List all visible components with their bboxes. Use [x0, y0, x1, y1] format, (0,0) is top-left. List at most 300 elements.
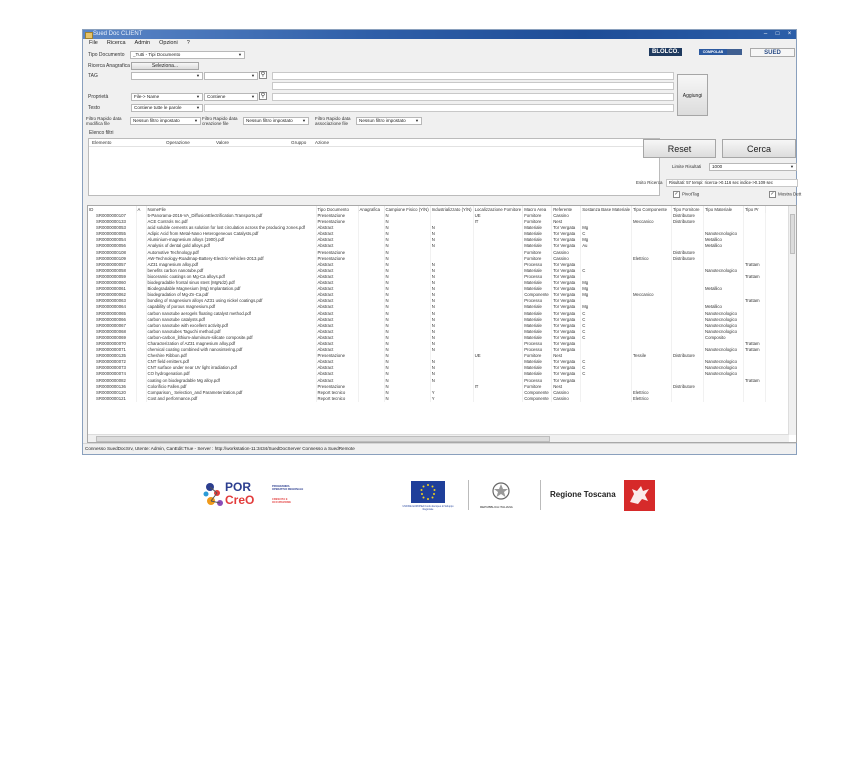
table-cell	[358, 396, 384, 402]
results-grid[interactable]	[87, 205, 797, 443]
table-cell: Abstract	[316, 304, 358, 310]
table-cell: Tor Vergata	[552, 311, 581, 317]
table-cell: Tor Vergata	[552, 317, 581, 323]
table-cell: N	[384, 237, 430, 243]
table-cell: Tor Vergata	[552, 378, 581, 384]
table-cell: Trattam	[743, 347, 765, 353]
table-cell: UE	[473, 213, 523, 219]
column-header[interactable]: Anagrafica	[358, 206, 384, 213]
column-header[interactable]: Sostanza Base Materiale	[582, 207, 630, 212]
column-header[interactable]: Tipo Documento	[316, 206, 358, 213]
table-cell: carbon nanotube with excellent activity.pdf	[146, 323, 316, 329]
table-cell: SR0000000108	[88, 250, 136, 256]
vertical-scrollbar[interactable]	[788, 206, 796, 435]
table-cell: Trattam	[743, 378, 765, 384]
table-cell: Materiale	[523, 359, 552, 365]
table-cell: C	[581, 329, 632, 335]
por-tagline-2: CRESCITA E OCCUPAZIONE	[272, 498, 291, 504]
table-cell: Metallico	[703, 304, 743, 310]
chevron-down-icon: ▼	[251, 73, 255, 78]
testo-mode-select[interactable]	[131, 104, 203, 112]
table-cell: N	[384, 225, 430, 231]
table-cell: N	[384, 378, 430, 384]
table-cell: Nanotecnologico	[703, 371, 743, 377]
table-cell	[473, 396, 523, 402]
divider	[540, 480, 541, 510]
table-cell: Processo	[523, 262, 552, 268]
table-cell: Abstract	[316, 317, 358, 323]
table-cell: C	[581, 359, 632, 365]
table-cell: N	[430, 298, 473, 304]
pivot-tag-label: PivotTag	[682, 191, 700, 197]
table-cell: Cassino	[552, 390, 581, 396]
table-cell: SR0000000061	[88, 286, 136, 292]
table-cell: SR0000000062	[88, 292, 136, 298]
table-cell: IT	[473, 219, 523, 225]
table-cell: C	[581, 335, 632, 341]
table-cell: N	[430, 286, 473, 292]
table-cell: Tor Vergata	[552, 335, 581, 341]
table-cell: Processo	[523, 274, 552, 280]
por-tagline-1: PROGRAMMA OPERATIVO REGIONALE	[272, 485, 304, 491]
table-cell: Fornitore	[523, 219, 552, 225]
table-cell: Tor Vergata	[552, 231, 581, 237]
table-cell: Cassino	[552, 213, 581, 219]
table-cell: N	[384, 256, 430, 262]
title-bar[interactable]	[83, 30, 796, 39]
table-cell: SR0000000071	[88, 347, 136, 353]
table-cell: IT	[473, 384, 523, 390]
seleziona-button[interactable]: Seleziona...	[131, 62, 199, 70]
table-cell: SR0000000060	[88, 280, 136, 286]
table-cell: Abstract	[316, 347, 358, 353]
quick-filter-creazione-label: Filtro Rapido data creazione file	[202, 116, 238, 126]
proprieta-field-select[interactable]	[131, 93, 203, 101]
table-cell	[581, 396, 632, 402]
table-cell: Abstract	[316, 292, 358, 298]
table-cell: Abstract	[316, 378, 358, 384]
table-cell: N	[384, 317, 430, 323]
table-cell: Composito	[703, 335, 743, 341]
table-cell: Adipic Acid from Metal-Nano Heterogeneous Catalysts.pdf	[146, 231, 316, 237]
table-cell: Tor Vergata	[552, 359, 581, 365]
table-cell: C	[581, 323, 632, 329]
table-cell: Nanotecnologico	[703, 359, 743, 365]
table-cell: N	[384, 286, 430, 292]
table-cell: Cheshire Ribbon.pdf	[146, 353, 316, 359]
col-elemento[interactable]: Elemento	[92, 140, 112, 145]
column-header[interactable]: A	[136, 206, 146, 213]
column-header[interactable]: NomeFile	[146, 206, 316, 213]
column-header[interactable]: Localizzazione Fornitore	[474, 207, 522, 212]
column-header[interactable]: Tipo Pr	[743, 206, 765, 213]
table-row[interactable]	[88, 396, 765, 402]
table-cell: 5-Panorama-2016-VA_DiffusionElectrification.Transports.pdf	[146, 213, 316, 219]
table-cell: Tor Vergata	[552, 365, 581, 371]
proprieta-field-value: File-> Name	[134, 94, 160, 99]
table-cell: N	[430, 225, 473, 231]
table-cell: Materiale	[523, 323, 552, 329]
table-cell: SR0000000120	[88, 390, 136, 396]
table-cell: Tor Vergata	[552, 304, 581, 310]
table-cell: Abstract	[316, 286, 358, 292]
horizontal-scroll-thumb[interactable]	[96, 436, 550, 442]
table-cell	[671, 396, 703, 402]
table-cell: Meccanico	[631, 292, 671, 298]
table-cell: N	[384, 219, 430, 225]
table-cell: Presentazione	[316, 353, 358, 359]
repubblica-emblem-icon	[492, 480, 510, 502]
table-cell: Tessile	[631, 353, 671, 359]
table-cell: SR0000000073	[88, 365, 136, 371]
table-cell: N	[384, 292, 430, 298]
app-icon	[85, 32, 93, 39]
testo-label: Testo	[88, 105, 100, 111]
table-cell: Abstract	[316, 323, 358, 329]
table-cell: Aluminium-magnesium alloys (1900).pdf	[146, 237, 316, 243]
table-cell: Abstract	[316, 371, 358, 377]
table-cell: Tor Vergata	[552, 347, 581, 353]
table-cell: SR0000000066	[88, 317, 136, 323]
esito-ricerca-label: Esito Ricerca	[636, 180, 663, 185]
table-cell: C	[581, 365, 632, 371]
filter-list-panel[interactable]	[88, 138, 660, 196]
table-cell: Nanotecnologico	[703, 323, 743, 329]
tipo-documento-select[interactable]	[130, 51, 245, 59]
table-cell: coating on biodegradable Mg alloy.pdf	[146, 378, 316, 384]
table-cell: carbon nanotube aerogels floating catalyst method.pdf	[146, 311, 316, 317]
column-header[interactable]: Macro Area	[523, 206, 552, 213]
table-cell: N	[430, 329, 473, 335]
table-cell: Componente	[523, 292, 552, 298]
table-cell: N	[430, 311, 473, 317]
table-cell: Fornitore	[523, 213, 552, 219]
pivot-tag-checkbox[interactable]	[673, 191, 699, 198]
mostra-dett-checkbox[interactable]	[769, 191, 801, 198]
col-gruppo[interactable]: Gruppo	[291, 140, 307, 145]
menu-bar	[83, 39, 796, 47]
table-cell: N	[384, 353, 430, 359]
table-cell: SR0000000055	[88, 231, 136, 237]
table-cell: Elettrico	[631, 396, 671, 402]
results-header-row	[88, 206, 765, 213]
table-cell: Mg	[581, 280, 632, 286]
chevron-down-icon: ▼	[415, 118, 419, 123]
table-cell: Fornitore	[523, 353, 552, 359]
table-cell: Distributore	[671, 256, 703, 262]
minimize-button[interactable]: –	[763, 31, 768, 37]
table-cell: SR0000000067	[88, 323, 136, 329]
table-cell: Comparison_ Selection_and Parameterization.pdf	[146, 390, 316, 396]
table-cell: Abstract	[316, 225, 358, 231]
column-header[interactable]: Tipo Fornitore	[671, 206, 703, 213]
quick-filter-associazione-label: Filtro Rapido data associazione file	[315, 116, 351, 126]
table-cell: Nanotecnologico	[703, 347, 743, 353]
table-cell: C	[581, 371, 632, 377]
checkmark-icon: ✓	[770, 191, 775, 197]
menu-admin[interactable]: Admin	[134, 40, 151, 46]
table-cell: Metallico	[703, 243, 743, 249]
table-cell: Mg	[581, 225, 632, 231]
limite-risultati-select[interactable]	[709, 163, 797, 171]
table-cell: N	[430, 231, 473, 237]
table-cell: N	[384, 365, 430, 371]
table-cell: N	[384, 298, 430, 304]
horizontal-scrollbar[interactable]	[88, 434, 789, 442]
table-cell: SR0000000058	[88, 268, 136, 274]
regione-toscana-label: Regione Toscana	[550, 490, 616, 499]
col-operazione[interactable]: Operazione	[166, 140, 190, 145]
repubblica-caption: REPUBBLICA ITALIANA	[480, 505, 513, 509]
col-azione[interactable]: Azione	[315, 140, 330, 145]
table-cell: Mg	[581, 286, 632, 292]
menu-help[interactable]: ?	[186, 40, 190, 46]
table-cell: Materiale	[523, 268, 552, 274]
table-cell: Au	[581, 243, 632, 249]
column-header[interactable]: ID	[88, 206, 136, 213]
table-cell: Nanotecnologico	[703, 231, 743, 237]
table-cell: Abstract	[316, 365, 358, 371]
table-cell: CNT surface under near UV light irradiation.pdf	[146, 365, 316, 371]
table-cell: Elettrico	[631, 390, 671, 396]
table-cell: SR0000000082	[88, 378, 136, 384]
window-title: Sued Doc CLIENT	[93, 31, 143, 37]
table-cell	[703, 396, 743, 402]
table-cell: N	[430, 274, 473, 280]
table-cell: Characterization of AZ31 magnesium alloy.pdf	[146, 341, 316, 347]
tag-text-input-2[interactable]	[272, 82, 674, 90]
menu-opzioni[interactable]: Opzioni	[159, 40, 178, 46]
column-header[interactable]: Campione Fisico (Y/N)	[385, 207, 429, 212]
proprieta-search-icon[interactable]: ⚲	[260, 93, 266, 99]
table-cell: SR0000000069	[88, 335, 136, 341]
table-cell: Processo	[523, 298, 552, 304]
table-cell: Abstract	[316, 311, 358, 317]
table-cell: Abstract	[316, 335, 358, 341]
table-cell: Distributore	[671, 353, 703, 359]
table-cell: N	[430, 292, 473, 298]
table-cell: N	[384, 280, 430, 286]
table-cell: N	[384, 341, 430, 347]
menu-file[interactable]: File	[89, 40, 98, 46]
table-cell: Distributore	[671, 250, 703, 256]
table-cell: Analysis of dental gold alloys.pdf	[146, 243, 316, 249]
quick-filter-creazione-select[interactable]	[243, 117, 309, 125]
sued-logo: SUED	[750, 48, 795, 57]
table-cell: Abstract	[316, 298, 358, 304]
table-cell: Tor Vergata	[552, 329, 581, 335]
table-cell: Processo	[523, 341, 552, 347]
table-cell: Tor Vergata	[552, 298, 581, 304]
proprieta-operator-select[interactable]	[204, 93, 258, 101]
quick-filter-modifica-value: Nessun filtro impostato	[133, 118, 180, 123]
table-cell: Mg	[581, 292, 632, 298]
table-cell: SR0000000133	[88, 219, 136, 225]
table-cell: Materiale	[523, 286, 552, 292]
tag-text-input[interactable]	[272, 72, 674, 80]
tag-label: TAG	[88, 73, 98, 79]
table-cell: Biodegradable Magnesium (Mg) Implantation.pdf	[146, 286, 316, 292]
table-cell: Materiale	[523, 365, 552, 371]
table-cell: N	[384, 262, 430, 268]
table-cell: Processo	[523, 378, 552, 384]
proprieta-label: Proprietà	[88, 94, 109, 100]
close-button[interactable]: ×	[787, 31, 792, 37]
table-cell: N	[430, 365, 473, 371]
table-cell: SR0000000057	[88, 262, 136, 268]
table-cell: Mg	[581, 304, 632, 310]
table-cell: C	[581, 231, 632, 237]
table-cell: C	[581, 268, 632, 274]
table-cell: capability of porous magnesium.pdf	[146, 304, 316, 310]
table-cell: Abstract	[316, 280, 358, 286]
table-cell: Metallico	[703, 237, 743, 243]
chevron-down-icon: ▼	[790, 164, 794, 169]
eu-caption: UNIONE EUROPEA Fondo Europeo di Sviluppo Regionale	[402, 505, 454, 511]
column-header[interactable]: Tipo Materiale	[703, 206, 743, 213]
table-cell: Fornitore	[523, 250, 552, 256]
quick-filter-modifica-select[interactable]	[130, 117, 201, 125]
tag-value-select[interactable]	[204, 72, 258, 80]
table-cell: Abstract	[316, 237, 358, 243]
table-cell: Componente	[523, 390, 552, 396]
table-cell: N	[384, 371, 430, 377]
table-cell: N	[430, 347, 473, 353]
results-table	[88, 206, 766, 402]
table-cell: Materiale	[523, 280, 552, 286]
testo-input[interactable]	[204, 104, 674, 112]
table-cell: N	[430, 359, 473, 365]
table-cell: SR0000000065	[88, 311, 136, 317]
table-cell: Y	[430, 396, 473, 402]
table-cell: Distributore	[671, 219, 703, 225]
table-cell: Presentazione	[316, 256, 358, 262]
table-cell: N	[384, 274, 430, 280]
table-cell: N	[384, 250, 430, 256]
table-cell: SR0000000064	[88, 304, 136, 310]
maximize-button[interactable]: □	[775, 31, 780, 37]
tag-select[interactable]	[131, 72, 203, 80]
table-cell: N	[384, 359, 430, 365]
table-cell: Tor Vergata	[552, 225, 581, 231]
table-cell: Tor Vergata	[552, 286, 581, 292]
table-cell: chemical coating combined with nanosintering.pdf	[146, 347, 316, 353]
compolab-logo: COMPOLAB	[699, 49, 727, 55]
compolab-logo-tail	[727, 49, 742, 55]
chevron-down-icon: ▼	[251, 94, 255, 99]
table-cell: Cassino	[552, 250, 581, 256]
divider	[468, 480, 469, 510]
table-cell: N	[384, 396, 430, 402]
table-cell: SR0000000135	[88, 353, 136, 359]
table-cell: Nest	[552, 219, 581, 225]
table-cell: CNT field emitters.pdf	[146, 359, 316, 365]
table-cell: N	[384, 311, 430, 317]
reset-button[interactable]: Reset	[643, 139, 716, 158]
chevron-down-icon: ▼	[238, 52, 242, 57]
table-cell: SR0000000136	[88, 384, 136, 390]
table-cell: Tor Vergata	[552, 341, 581, 347]
table-cell: Report tecnico	[316, 396, 358, 402]
chevron-down-icon: ▼	[194, 118, 198, 123]
vertical-scroll-thumb[interactable]	[790, 214, 795, 254]
table-cell: Materiale	[523, 329, 552, 335]
table-cell: Materiale	[523, 231, 552, 237]
table-cell: Nest	[552, 353, 581, 359]
table-cell: Metallico	[703, 286, 743, 292]
table-cell: acid soluble cements as solution for lost circulation across the producing zones.pdf	[146, 225, 316, 231]
status-bar: Connesso SuedDocSrv, Utente: Admin, CanEdit:True - Server : http://workstation-11:3434/SuedDocServer Connesso a SuedRemote	[83, 443, 796, 454]
table-cell: UE	[473, 353, 523, 359]
table-cell: carbon-carbon_lithium-aluminum-silicate composite.pdf	[146, 335, 316, 341]
table-cell: Abstract	[316, 274, 358, 280]
table-cell: SR0000000070	[88, 341, 136, 347]
table-cell	[136, 396, 146, 402]
chevron-down-icon: ▼	[196, 94, 200, 99]
table-cell: Automotive Technology.pdf	[146, 250, 316, 256]
table-cell: SR0000000109	[88, 256, 136, 262]
table-cell: biodegradable frontal sinus stent (MgNd2).pdf	[146, 280, 316, 286]
table-cell: bioceramic coatings on Mg-Ca alloys.pdf	[146, 274, 316, 280]
table-cell: N	[430, 335, 473, 341]
table-cell: SR0000000074	[88, 371, 136, 377]
table-cell: N	[384, 323, 430, 329]
aggiungi-button[interactable]: Aggiungi	[677, 74, 708, 116]
col-valore[interactable]: Valore	[216, 140, 229, 145]
table-cell: Componente	[523, 396, 552, 402]
table-cell: C	[581, 311, 632, 317]
table-cell: SR0000000107	[88, 213, 136, 219]
creo-label: CreO	[225, 493, 255, 507]
chevron-down-icon: ▼	[196, 105, 200, 110]
quick-filter-modifica-label: Filtro Rapido data modifica file	[86, 116, 122, 126]
quick-filter-associazione-select[interactable]	[356, 117, 422, 125]
table-cell: N	[384, 390, 430, 396]
table-cell: SR0000000056	[88, 243, 136, 249]
table-cell: Cassino	[552, 256, 581, 262]
table-cell: Abstract	[316, 359, 358, 365]
menu-ricerca[interactable]: Ricerca	[106, 40, 126, 46]
proprieta-value-input[interactable]	[272, 93, 674, 101]
table-cell: Processo	[523, 347, 552, 353]
table-cell: Tor Vergata	[552, 274, 581, 280]
table-cell: Nanotecnologico	[703, 317, 743, 323]
table-cell: Nanotecnologico	[703, 365, 743, 371]
table-cell: Mg	[581, 237, 632, 243]
table-cell: carbon nanotubes Taguchi method.pdf	[146, 329, 316, 335]
table-cell: Distributore	[671, 213, 703, 219]
column-header[interactable]: Tipo Componente	[631, 206, 671, 213]
table-cell: Materiale	[523, 225, 552, 231]
table-cell: SR0000000054	[88, 237, 136, 243]
cerca-button[interactable]: Cerca	[722, 139, 796, 158]
table-cell: Nanotecnologico	[703, 311, 743, 317]
table-cell: Presentazione	[316, 219, 358, 225]
table-cell: N	[384, 329, 430, 335]
tag-search-icon[interactable]: ⚲	[260, 72, 266, 78]
column-header[interactable]: Industrializzato (Y/N)	[431, 207, 472, 212]
quick-filter-associazione-value: Nessun filtro impostato	[359, 118, 406, 123]
table-cell: Abstract	[316, 341, 358, 347]
table-cell: Nanotecnologico	[703, 329, 743, 335]
regione-toscana-pegasus-icon	[624, 480, 655, 511]
chevron-down-icon: ▼	[302, 118, 306, 123]
table-cell: Presentazione	[316, 384, 358, 390]
table-cell: N	[430, 341, 473, 347]
table-cell: Nanotecnologico	[703, 268, 743, 274]
table-cell: benefits carbon nanotube.pdf	[146, 268, 316, 274]
column-header[interactable]: Referente	[552, 206, 581, 213]
